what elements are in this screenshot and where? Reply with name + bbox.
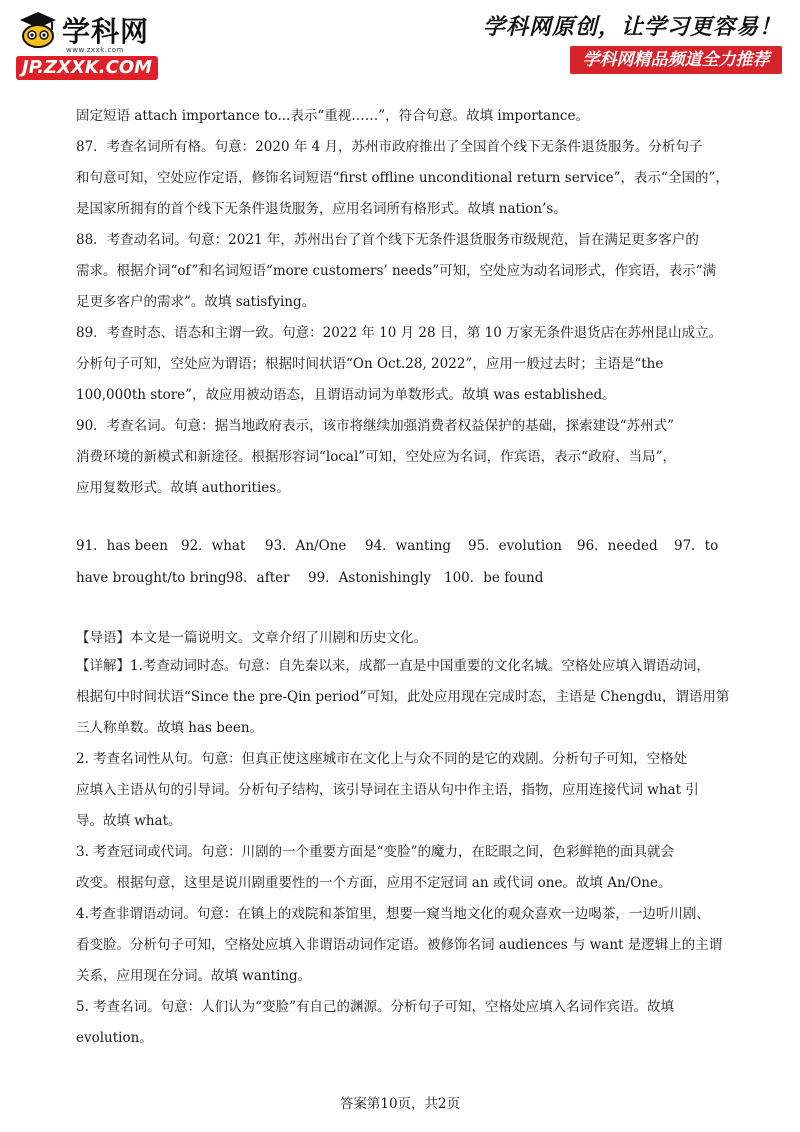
body-line: 87．考查名词所有格。句意：2020 年 4 月，苏州市政府推出了全国首个线下无条件退货服务。分析句子 bbox=[76, 139, 703, 155]
answer-item: 96．needed bbox=[577, 538, 658, 554]
graduate-owl-icon bbox=[18, 10, 58, 48]
recommend-banner: 学科网精品频道全力推荐 bbox=[570, 46, 782, 74]
analysis-line: 2. 考查名词性从句。句意：但真正使这座城市在文化上与众不同的是它的戏剧。分析句子可知，空格处 bbox=[76, 751, 688, 767]
header-slogan: 学科网原创，让学习更容易！ bbox=[482, 14, 782, 40]
answer-item: 94．wanting bbox=[365, 538, 452, 554]
analysis-line: 根据句中时间状语“Since the pre-Qin period”可知，此处应用现在完成时态，主语是 Chengdu，谓语用第 bbox=[76, 689, 730, 705]
body-line: 足更多客户的需求”。故填 satisfying。 bbox=[76, 294, 316, 310]
body-line: 89．考查时态、语态和主谓一致。句意：2022 年 10 月 28 日，第 10 万家无条件退货店在苏州昆山成立。 bbox=[76, 325, 723, 341]
analysis-line: 改变。根据句意，这里是说川剧重要性的一个方面，应用不定冠词 an 或代词 one。故填 An/One。 bbox=[76, 875, 672, 891]
logo-url: www.zxxk.com bbox=[66, 46, 124, 54]
answer-item: 92．what bbox=[181, 538, 246, 554]
answer-item: 91．has been bbox=[76, 538, 168, 554]
analysis-line: 三人称单数。故填 has been。 bbox=[76, 720, 264, 736]
body-line: 100,000th store”，故应用被动语态，且谓语动词为单数形式。故填 was established。 bbox=[76, 387, 616, 403]
body-line: 和句意可知，空处应作定语，修饰名词短语“first offline unconditional return service”，表示“全国的”， bbox=[76, 170, 729, 186]
body-line: 固定短语 attach importance to...表示“重视……”，符合句意。故填 importance。 bbox=[76, 108, 589, 124]
analysis-line: 5. 考查名词。句意：人们认为“变脸”有自己的渊源。分析句子可知，空格处应填入名词作宾语。故填 bbox=[76, 999, 674, 1015]
site-logo[interactable] bbox=[14, 8, 174, 80]
analysis-line: 关系，应用现在分词。故填 wanting。 bbox=[76, 968, 312, 984]
page-footer: 答案第10页，共2页 bbox=[339, 1096, 461, 1112]
body-line: 90．考查名词。句意：据当地政府表示，该市将继续加强消费者权益保护的基础，探索建设“苏州式” bbox=[76, 418, 674, 434]
answer-item: have brought/to bring bbox=[76, 570, 227, 586]
analysis-line: 【导语】本文是一篇说明文。文章介绍了川剧和历史文化。 bbox=[76, 630, 427, 646]
analysis-line: 【详解】1.考查动词时态。句意：自先秦以来，成都一直是中国重要的文化名城。空格处应填入谓语动词， bbox=[76, 658, 710, 674]
analysis-line: evolution。 bbox=[76, 1030, 153, 1046]
body-line: 分析句子可知，空处应为谓语；根据时间状语“On Oct.28, 2022”，应用一般过去时；主语是“the bbox=[76, 356, 664, 372]
answer-item: 99．Astonishingly bbox=[308, 570, 432, 586]
analysis-line: 导。故填 what。 bbox=[76, 813, 182, 829]
body-line: 消费环境的新模式和新途径。根据形容词“local”可知，空处应为名词，作宾语，表示“政府、当局”， bbox=[76, 449, 676, 465]
body-line: 应用复数形式。故填 authorities。 bbox=[76, 480, 290, 496]
body-line: 需求。根据介词“of”和名词短语“more customers’ needs”可知，空处应为动名词形式，作宾语，表示“满 bbox=[76, 263, 717, 279]
answer-item: 95．evolution bbox=[468, 538, 562, 554]
analysis-line: 应填入主语从句的引导词。分析句子结构，该引导词在主语从句中作主语，指物，应用连接代词 what 引 bbox=[76, 782, 699, 798]
body-line: 是国家所拥有的首个线下无条件退货服务，应用名词所有格形式。故填 nation’s。 bbox=[76, 201, 567, 217]
answer-item: 98．after bbox=[226, 570, 290, 586]
logo-title: 学科网 bbox=[62, 15, 150, 48]
logo-banner: JP.ZXXK.COM bbox=[16, 56, 158, 80]
answer-item: 97．to bbox=[674, 538, 719, 554]
analysis-line: 4.考查非谓语动词。句意：在镇上的戏院和茶馆里，想要一窥当地文化的观众喜欢一边喝茶，一边听川剧、 bbox=[76, 906, 710, 922]
answer-item: 93．An/One bbox=[265, 538, 347, 554]
answer-item: 100．be found bbox=[444, 570, 544, 586]
analysis-line: 3. 考查冠词或代词。句意：川剧的一个重要方面是“变脸”的魔力，在眨眼之间，色彩鲜艳的面具就会 bbox=[76, 844, 674, 860]
page-header bbox=[0, 0, 800, 90]
body-line: 88．考查动名词。句意：2021 年，苏州出台了首个线下无条件退货服务市级规范，旨在满足更多客户的 bbox=[76, 232, 699, 248]
analysis-line: 看变脸。分析句子可知，空格处应填入非谓语动词作定语。被修饰名词 audiences 与 want 是逻辑上的主谓 bbox=[76, 937, 723, 953]
